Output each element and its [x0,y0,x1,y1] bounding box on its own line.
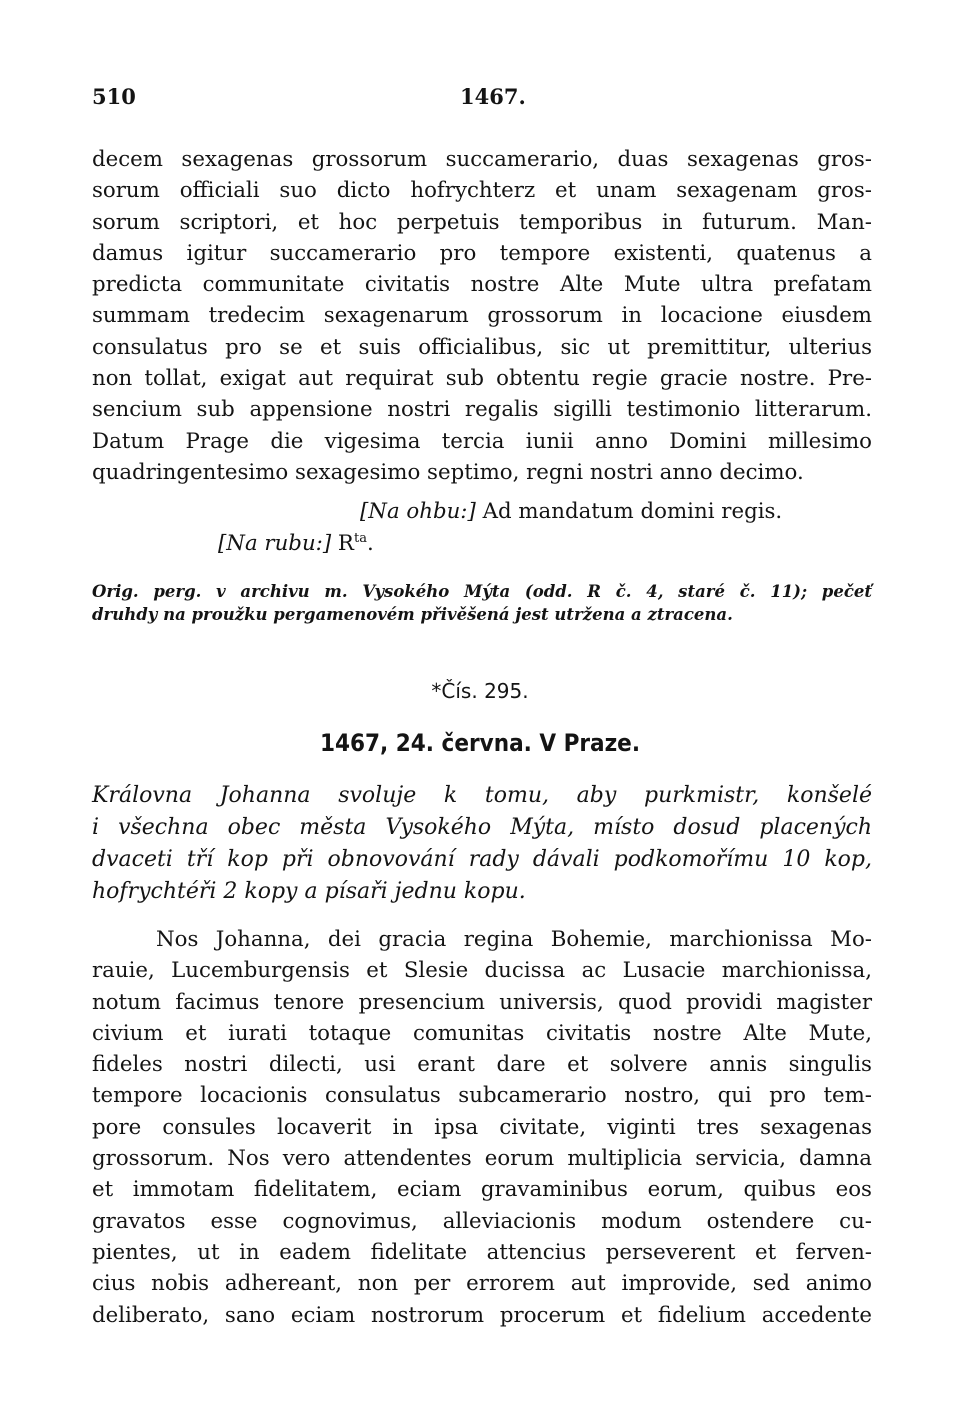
rubric-signature [218,528,374,559]
text-line: summam tredecim sexagenarum grossorum in locacione eiusdem [92,303,872,329]
rubric-letter: R [337,531,354,556]
text-line: fideles nostri dilecti, usi erant dare et solvere annis singulis [92,1052,872,1078]
running-header-year: 1467. [460,84,526,109]
text-line: decem sexagenas grossorum succamerario, duas sexagenas gros- [92,147,872,172]
text-line: tempore locacionis consulatus subcamerario nostro, qui pro tem- [92,1083,872,1109]
rubric-period: . [366,531,374,556]
summary-line: hofrychtéři 2 kopy a písaři jednu kopu. [92,879,526,904]
mandate-signature [360,496,782,527]
rubric-location-note: [Na rubu:] [218,531,332,556]
text-line: Nos Johanna, dei gracia regina Bohemie, marchionissa Mo- [156,927,872,952]
summary-line: dvaceti tří kop při obnovování rady dávali podkomořímu 10 kop, [92,847,872,872]
charter-text-continuation [92,144,872,488]
rubric-superscript: ta [353,530,367,546]
text-line: damus igitur succamerario pro tempore existenti, quatenus a [92,240,872,266]
source-note [92,580,872,626]
text-line: sorum scriptori, et hoc perpetuis temporibus in futurum. Man- [92,209,872,235]
text-line: gravatos esse cognovimus, alleviacionis modum ostendere cu- [92,1208,872,1234]
text-line: quadringentesimo sexagesimo septimo, regni nostri anno decimo. [92,459,804,485]
text-line: predicta communitate civitatis nostre Alte Mute ultra prefatam [92,272,872,298]
regest-summary [92,780,872,908]
text-line: pore consules locaverit in ipsa civitate, viginti tres sexagenas [92,1114,872,1140]
text-line: consulatus pro se et suis officialibus, sic ut premittitur, ulterius [92,334,872,360]
text-line: notum facimus tenore presencium universis, quod providi magister [92,989,872,1015]
document-date-place: 1467, 24. června. V Praze. [319,729,641,757]
page-number: 510 [92,84,136,109]
summary-line: i všechna obec města Vysokého Mýta, místo dosud placených [92,815,872,840]
charter-text-main [92,924,872,1331]
text-line: non tollat, exigat aut requirat sub obtentu regie gracie nostre. Pre- [92,366,872,392]
note-line: Orig. perg. v archivu m. Vysokého Mýta (odd. R č. 4, staré č. 11); pečeť [92,582,872,601]
text-line: sorum officiali suo dicto hofrychterz et unam sexagenam gros- [92,178,872,204]
text-line: pientes, ut in eadem fidelitate attencius perseverent et ferven- [92,1239,872,1265]
mandate-text: Ad mandatum domini regis. [482,499,783,524]
text-line: Datum Prage die vigesima tercia iunii anno Domini millesimo [92,428,872,454]
text-line: deliberato, sano eciam nostrorum procerum et fidelium accedente [92,1302,872,1328]
note-line: druhdy na proužku pergamenovém přivěšená jest utržena a ztracena. [92,605,733,624]
text-line: rauie, Lucemburgensis et Slesie ducissa ac Lusacie marchionissa, [92,958,872,984]
text-line: et immotam fidelitatem, eciam gravaminibus eorum, quibus eos [92,1177,872,1203]
text-line: cius nobis adhereant, non per errorem aut improvide, sed animo [92,1271,872,1297]
text-line: sencium sub appensione nostri regalis sigilli testimonio litterarum. [92,397,872,423]
document-number: *Čís. 295. [431,679,529,703]
summary-line: Královna Johanna svoluje k tomu, aby purkmistr, konšelé [92,783,872,808]
mandate-location-note: [Na ohbu:] [360,499,476,524]
text-line: civium et iurati totaque comunitas civitatis nostre Alte Mute, [92,1020,872,1046]
text-line: grossorum. Nos vero attendentes eorum multiplicia servicia, damna [92,1146,872,1172]
